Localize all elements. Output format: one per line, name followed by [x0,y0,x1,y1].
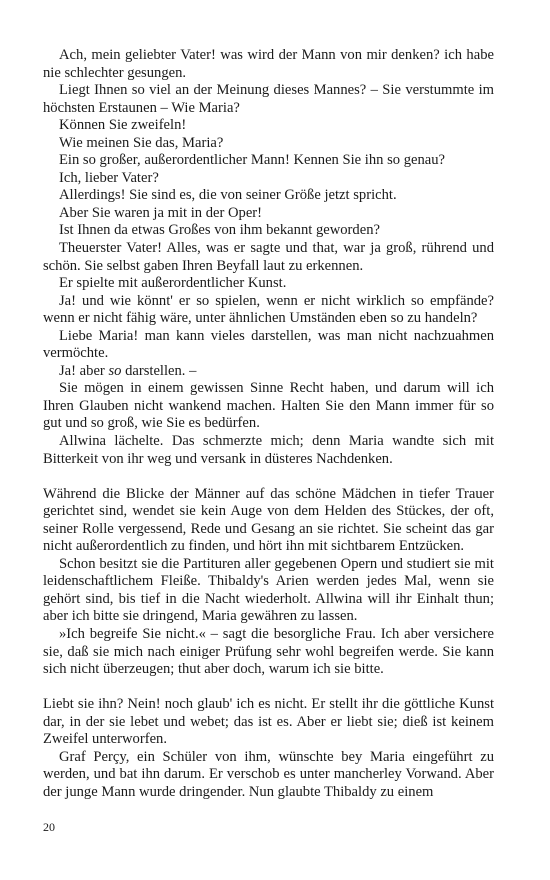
paragraph [43,240,494,275]
paragraph [43,222,494,240]
paragraph [43,47,494,82]
paragraph [43,626,494,679]
paragraph [43,205,494,223]
paragraph [43,749,494,802]
paragraph [43,293,494,328]
paragraph-text: Während die Blicke der Männer auf das schöne Mädchen in tiefer Trauer gerichtet sind, wendet sie kein Auge von dem Helden des Stückes, der oft, seiner Rolle vergessend, Rede und Gesang an sie richtet. Sie scheint das gar nicht außerordentlich zu finden, und hört ihn mit sichtbarem Entzücken. [43,485,494,555]
paragraph-text: Aber Sie waren ja mit in der Oper! [59,204,263,221]
emphasized-text: so [108,362,122,379]
paragraph-text: Wie meinen Sie das, Maria? [59,134,224,151]
section-break [43,468,494,486]
paragraph [43,82,494,117]
paragraph-text: Allwina lächelte. Das schmerzte mich; denn Maria wandte sich mit Bitterkeit von ihr weg und versank in düsteres Nachdenken. [43,433,494,467]
paragraph-text: »Ich begreife Sie nicht.« – sagt die besorgliche Frau. Ich aber versichere sie, daß sie mich nach einiger Prüfung sehr wohl begreifen werde. Sie kann sich nicht überzeugen; thut aber doch, warum ich sie bitte. [43,626,494,678]
paragraph [43,170,494,188]
section-break [43,679,494,697]
paragraph-text: Ist Ihnen da etwas Großes von ihm bekannt geworden? [59,222,380,239]
paragraph-text: Liebt sie ihn? Nein! noch glaub' ich es nicht. Er stellt ihr die göttliche Kunst dar, in der sie lebet und webet; das ist es. Aber er liebt sie; dieß ist keinem Zweifel unterworfen. [43,696,494,748]
paragraph-text: Theuerster Vater! Alles, was er sagte und that, war ja groß, rührend und schön. Sie selbst gaben Ihren Beyfall laut zu erkennen. [43,240,494,274]
paragraph-text: Ja! aber [59,362,109,379]
paragraph [43,117,494,135]
paragraph-text: Ein so großer, außerordentlicher Mann! Kennen Sie ihn so genau? [59,152,446,169]
paragraph-text: Sie mögen in einem gewissen Sinne Recht haben, und darum will ich Ihren Glauben nicht wankend machen. Halten Sie den Mann immer für so gut und so groß, wie Sie es bedürfen. [43,380,494,432]
page-text [43,47,494,801]
paragraph-text: Graf Perçy, ein Schüler von ihm, wünschte bey Maria eingeführt zu werden, und bat ihn darum. Er verschob es unter mancherley Vorwand. Aber der junge Mann wurde dringender. Nun glaubte Thibaldy zu einem [43,748,494,800]
paragraph-text: Ich, lieber Vater? [59,169,159,186]
paragraph [43,380,494,433]
paragraph [43,433,494,468]
paragraph [43,152,494,170]
paragraph [43,187,494,205]
paragraph [43,328,494,363]
paragraph-text: Können Sie zweifeln! [59,117,187,134]
paragraph [43,135,494,153]
paragraph [43,486,494,556]
paragraph-text: Ach, mein geliebter Vater! was wird der Mann von mir denken? ich habe nie schlechter gesungen. [43,47,494,81]
paragraph-text: darstellen. – [121,362,197,379]
paragraph [43,275,494,293]
paragraph-text: Allerdings! Sie sind es, die von seiner Größe jetzt spricht. [59,187,397,204]
paragraph [43,556,494,626]
paragraph-text: Liegt Ihnen so viel an der Meinung dieses Mannes? – Sie verstummte im höchsten Erstaunen – Wie Maria? [43,82,494,116]
paragraph-text: Schon besitzt sie die Partituren aller gegebenen Opern und studiert sie mit leidenschaftlichem Fleiße. Thibaldy's Arien werden jedes Mal, wenn sie gehört sind, bis tief in die Nacht wiederholt. Allwina will ihr Einhalt thun; aber ich bitte sie dringend, Maria gewähren zu lassen. [43,555,494,625]
paragraph [43,363,494,381]
paragraph-text: Ja! und wie könnt' er so spielen, wenn er nicht wirklich so empfände? wenn er nicht fähig wäre, unter ähnlichen Umständen eben so zu handeln? [43,292,494,327]
paragraph-text: Er spielte mit außerordentlicher Kunst. [59,275,287,292]
paragraph-text: Liebe Maria! man kann vieles darstellen, was man nicht nachzuahmen vermöchte. [43,327,494,362]
paragraph [43,696,494,749]
page-number: 20 [43,820,55,834]
